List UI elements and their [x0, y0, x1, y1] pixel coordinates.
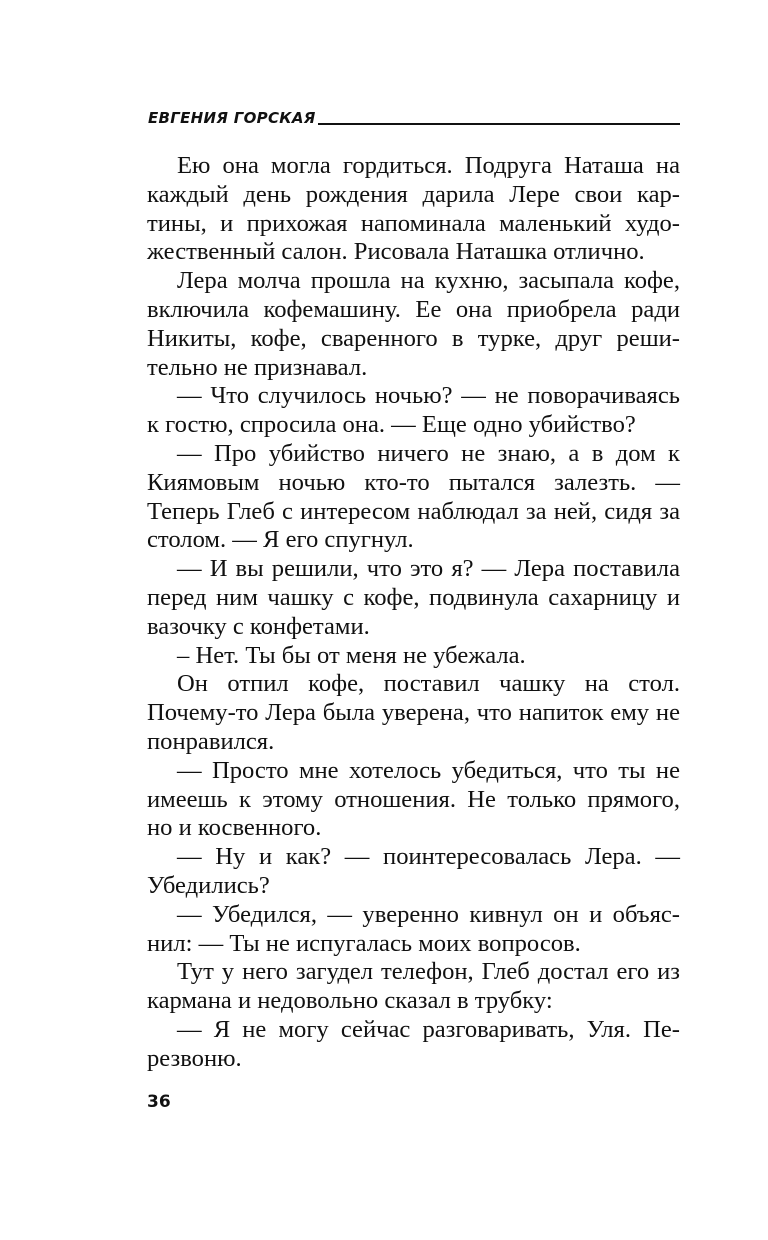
paragraph: — Про убийство ничего не знаю, а в дом к Киямовым ночью кто-то пытался залезть. — Теперь Глеб с интересом наблюдал за ней, сидя за столом. — Я его спугнул. [147, 439, 680, 554]
body-text [147, 152, 680, 1074]
paragraph: Тут у него загудел телефон, Глеб достал его из кармана и недовольно сказал в трубку: [147, 958, 680, 1015]
page-number: 36 [147, 1092, 171, 1112]
paragraph: Он отпил кофе, поставил чашку на стол. Почему-то Лера была уверена, что напиток ему не понравился. [147, 670, 680, 755]
header-rule [318, 123, 680, 125]
paragraph: — И вы решили, что это я? — Лера поставила перед ним чашку с кофе, подвинула сахарницу и вазочку с конфетами. [147, 555, 680, 640]
paragraph: – Нет. Ты бы от меня не убежала. [177, 641, 526, 669]
paragraph: Ею она могла гордиться. Подруга Наташа на каждый день рождения дарила Лере свои картины, и прихожая напоминала маленький художественный салон. Рисовала Наташка отлично. [147, 152, 680, 266]
paragraph: Лера молча прошла на кухню, засыпала кофе, включила кофемашину. Ее она приобрела ради Никиты, кофе, сваренного в турке, друг решительно не признавал. [147, 267, 680, 381]
running-header [148, 104, 680, 126]
running-header-author: ЕВГЕНИЯ ГОРСКАЯ [148, 109, 316, 127]
paragraph: — Я не могу сейчас разговаривать, Уля. Перезвоню. [147, 1015, 680, 1072]
paragraph: — Просто мне хотелось убедиться, что ты не имеешь к этому отношения. Не только прямого, но и косвенного. [147, 756, 680, 842]
paragraph: — Ну и как? — поинтересовалась Лера. — Убедились? [147, 843, 680, 899]
paragraph: — Убедился, — уверенно кивнул он и объяснил: — Ты не испугалась моих вопросов. [147, 900, 680, 957]
paragraph: — Что случилось ночью? — не поворачиваясь к гостю, спросила она. — Еще одно убийство? [147, 382, 680, 439]
